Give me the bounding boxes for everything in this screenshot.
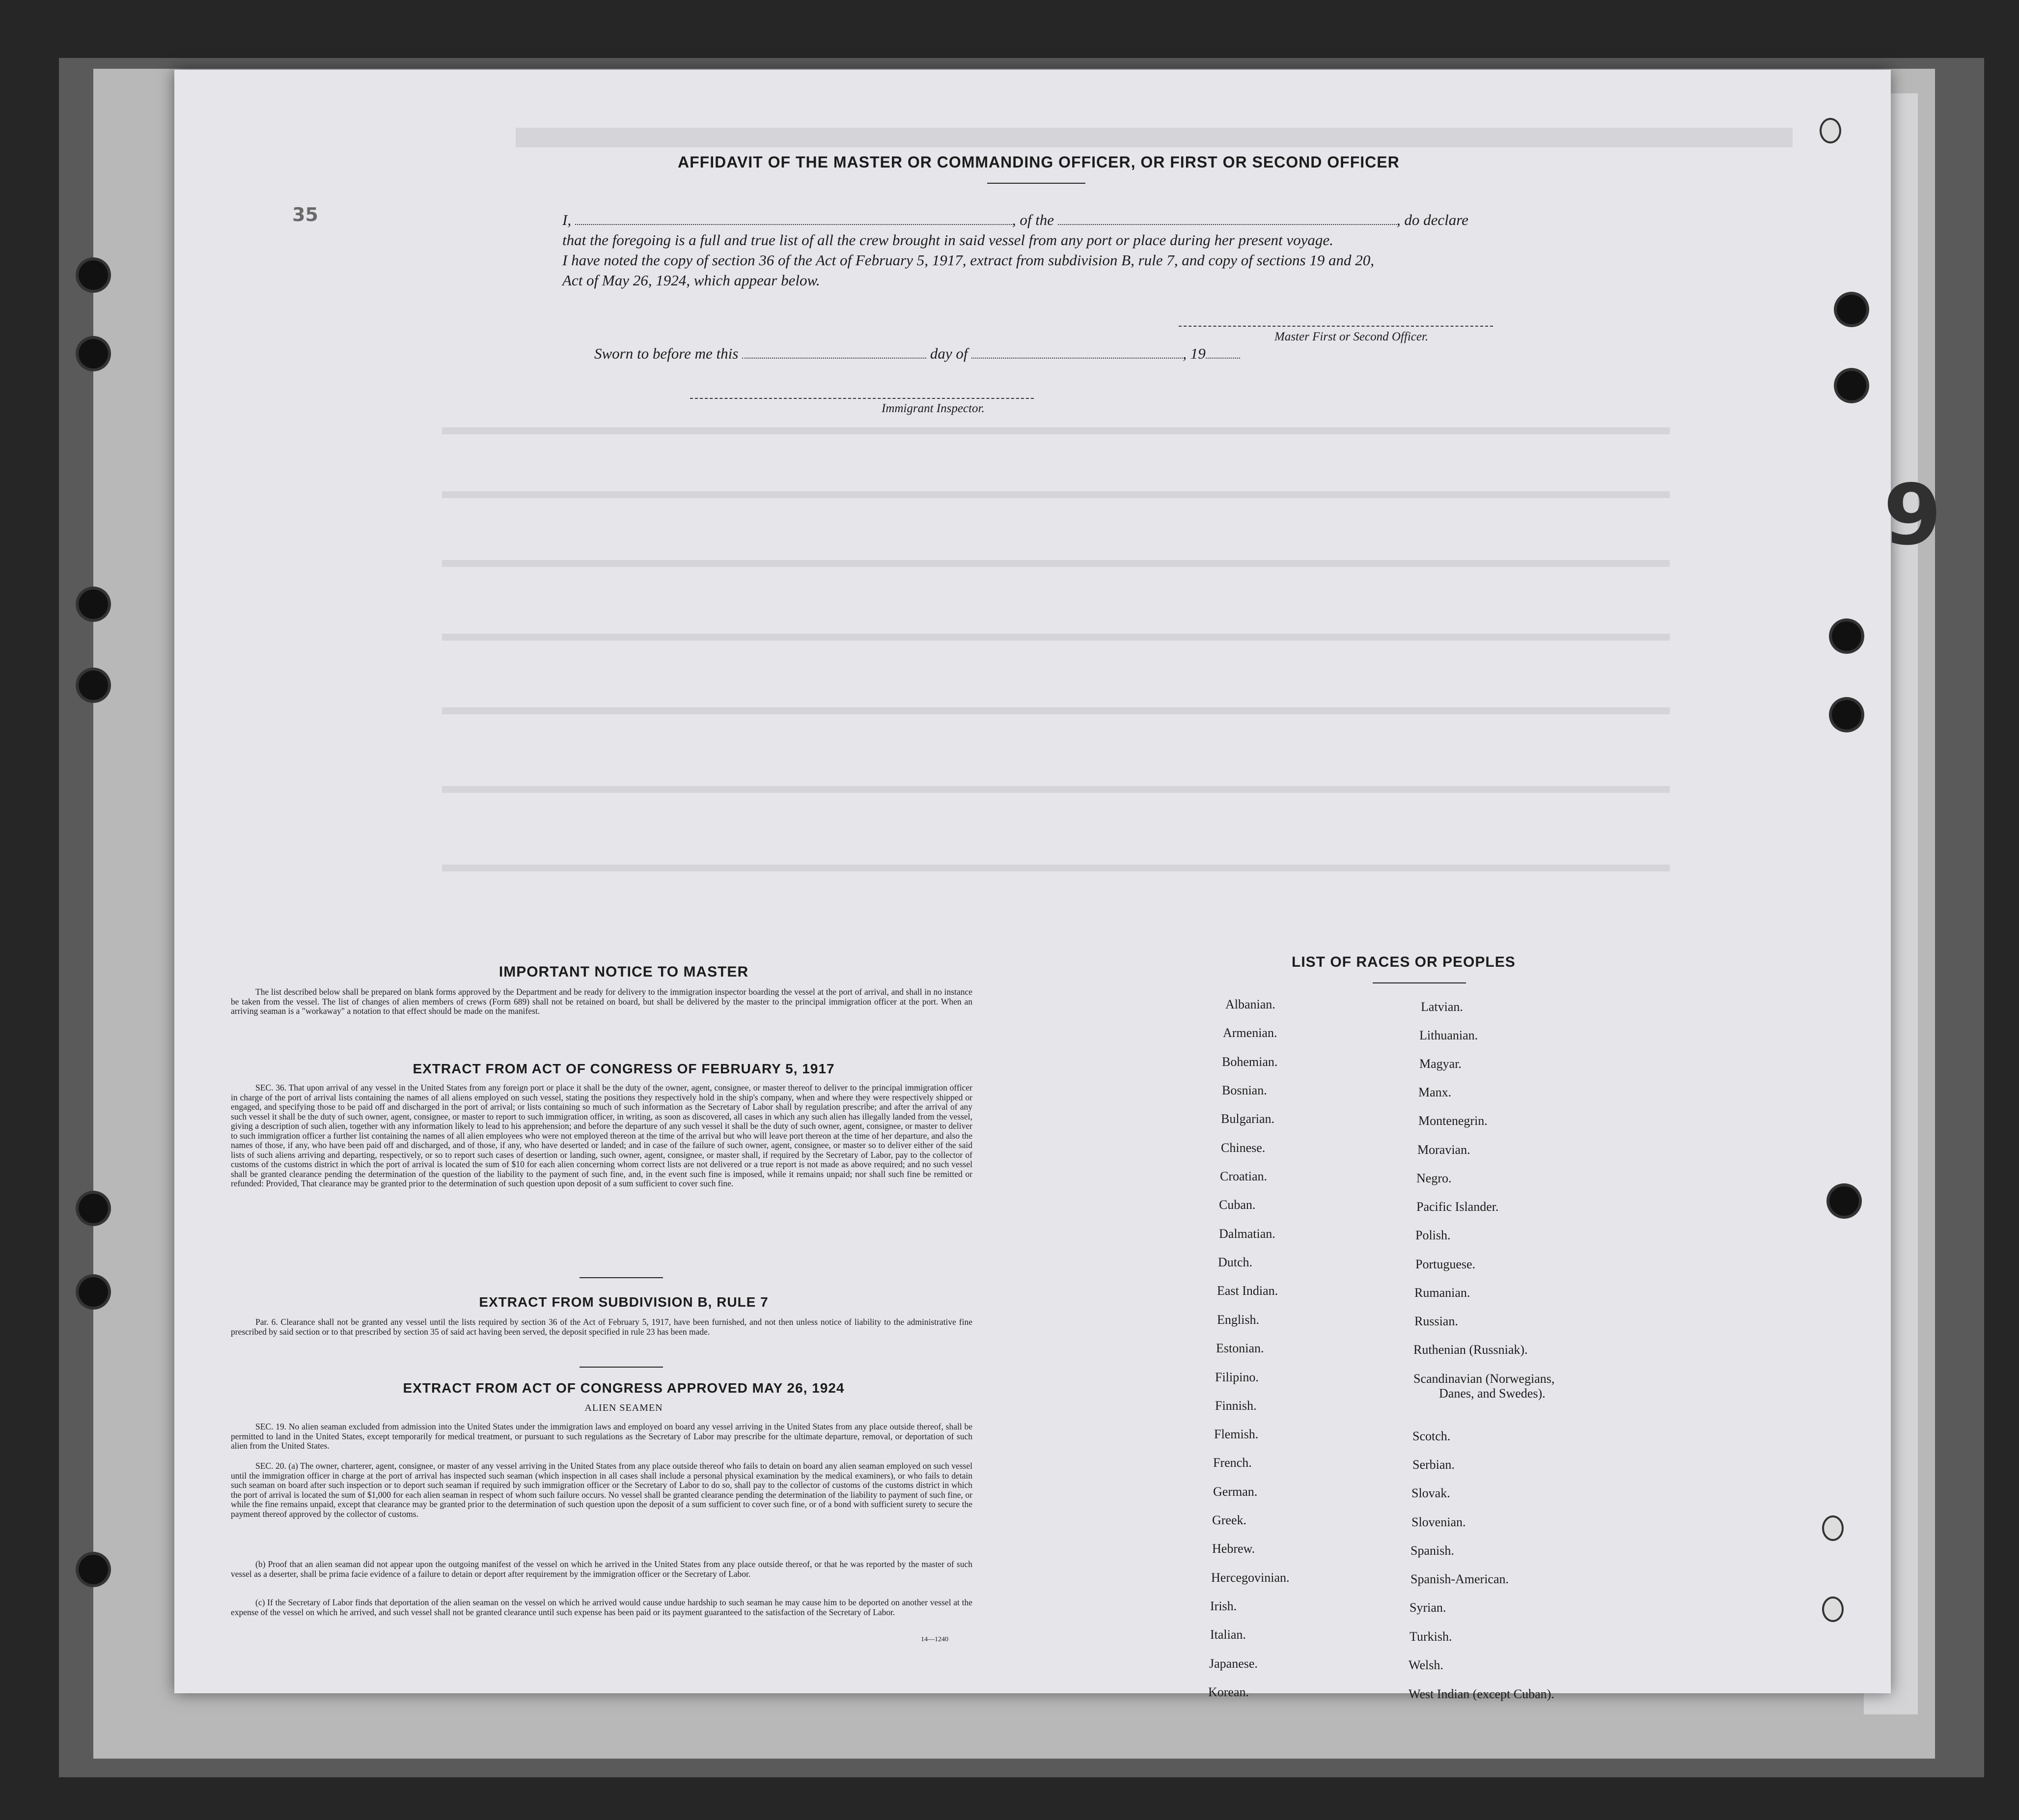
binder-hole — [79, 671, 108, 700]
race-item: Finnish. — [1215, 1399, 1257, 1413]
race-item: Bosnian. — [1222, 1083, 1267, 1097]
notice-title: IMPORTANT NOTICE TO MASTER — [498, 964, 749, 980]
section-divider — [580, 1367, 663, 1368]
bleed-through-row — [442, 865, 1670, 871]
bleed-through-row — [442, 634, 1670, 641]
race-item: Pacific Islander. — [1416, 1200, 1499, 1214]
race-item: Montenegrin. — [1418, 1114, 1488, 1128]
binder-hole-reinforced — [1822, 1515, 1844, 1541]
extract-1924-sec20c: (c) If the Secretary of Labor finds that deportation of the alien seaman on the vessel on which he arrived would cause undue hardship to such seaman he may cause him to be deported on another vessel at the expense of the vessel on which he arrived, and such vessel shall not be granted clearance until such expense has been paid or its payment guaranteed to the satisfaction of the Secretary of Labor. — [231, 1597, 972, 1617]
handwritten-page-number: 9 — [1883, 467, 1942, 564]
race-item: Armenian. — [1223, 1026, 1277, 1040]
race-item: Moravian. — [1417, 1143, 1470, 1157]
race-item: Serbian. — [1412, 1457, 1455, 1472]
race-item: Estonian. — [1216, 1341, 1264, 1355]
race-item: Albanian. — [1225, 997, 1275, 1011]
affidavit-i: I, — [562, 211, 572, 228]
race-item: Lithuanian. — [1419, 1028, 1478, 1042]
sworn-year-blank[interactable] — [1206, 347, 1240, 359]
inspector-signature-line[interactable] — [690, 398, 1034, 399]
sworn-year-prefix: , 19 — [1183, 345, 1206, 362]
extract-1924-title: EXTRACT FROM ACT OF CONGRESS APPROVED MAY 26, 1924 — [403, 1380, 845, 1396]
affidavit-line-3: I have noted the copy of section 36 of the Act of February 5, 1917, extract from subdivision B, rule 7, and copy of sections 19 and 20, — [562, 252, 1375, 269]
master-signature-label: Master First or Second Officer. — [1274, 330, 1429, 343]
bleed-through-row — [442, 427, 1670, 434]
binder-hole — [1832, 621, 1861, 651]
vessel-blank[interactable] — [1058, 213, 1397, 225]
bleed-through-row — [442, 707, 1670, 714]
name-blank[interactable] — [575, 213, 1012, 225]
binder-hole — [79, 339, 108, 368]
race-item: Dutch. — [1218, 1255, 1253, 1269]
race-item: German. — [1213, 1484, 1258, 1499]
extract-1924-sec20b: (b) Proof that an alien seaman did not appear upon the outgoing manifest of the vessel on which he arrived in the United States from any place outside thereof, or that he was reported by the master of such vessel as a deserter, shall be prima facie evidence of a failure to detain or deport after requirement by the immigration officer or the Secretary of Labor. — [231, 1559, 972, 1579]
binder-hole-reinforced — [1820, 118, 1841, 143]
extract-rule7-title: EXTRACT FROM SUBDIVISION B, RULE 7 — [479, 1294, 769, 1310]
extract-1917-title: EXTRACT FROM ACT OF CONGRESS OF FEBRUARY 5, 1917 — [413, 1061, 835, 1076]
binder-hole — [79, 1194, 108, 1223]
race-item: Irish. — [1210, 1599, 1237, 1613]
race-item: East Indian. — [1217, 1284, 1278, 1298]
race-item: Negro. — [1416, 1171, 1452, 1185]
binder-hole — [79, 589, 108, 619]
race-item: Latvian. — [1421, 1000, 1463, 1014]
inspector-signature-label: Immigrant Inspector. — [882, 402, 985, 415]
faint-page-mark: 35 — [292, 204, 318, 225]
sworn-month-blank[interactable] — [971, 347, 1183, 359]
race-item: Hebrew. — [1212, 1541, 1255, 1556]
affidavit-declare: , do declare — [1396, 211, 1468, 228]
race-item: West Indian (except Cuban). — [1409, 1687, 1554, 1701]
sworn-prefix: Sworn to before me this — [594, 345, 739, 362]
race-item: Japanese. — [1209, 1656, 1258, 1671]
bleed-through-row — [442, 491, 1670, 498]
race-item: Filipino. — [1215, 1370, 1259, 1384]
sworn-line — [594, 345, 1240, 363]
affidavit-line-1 — [562, 211, 1468, 229]
extract-1924-subtitle: ALIEN SEAMEN — [584, 1402, 663, 1413]
race-item: Italian. — [1210, 1627, 1246, 1642]
race-item: Welsh. — [1409, 1658, 1443, 1672]
race-item: Flemish. — [1214, 1427, 1259, 1441]
race-item: Russian. — [1414, 1314, 1458, 1328]
sworn-day-blank[interactable] — [742, 347, 926, 359]
extract-rule7-text: Par. 6. Clearance shall not be granted any vessel until the lists required by section 36 of the Act of February 5, 1917, have been furnished, and not then unless notice of liability to the administrative fine prescribed by said section or to that prescribed by section 35 of said act having been served, the deposit specified in rule 23 has been made. — [231, 1317, 972, 1337]
race-item: Spanish-American. — [1411, 1572, 1509, 1586]
race-item: Magyar. — [1419, 1057, 1462, 1071]
race-item: Scotch. — [1412, 1429, 1451, 1443]
affidavit-line-2: that the foregoing is a full and true list of all the crew brought in said vessel from any port or place during her present voyage. — [562, 231, 1333, 249]
race-item: Bohemian. — [1222, 1055, 1278, 1069]
title-divider — [987, 183, 1085, 184]
extract-1917-text: SEC. 36. That upon arrival of any vessel in the United States from any foreign port or place it shall be the duty of the owner, agent, consignee, or master thereof to deliver to the principal immigration officer in charge of the port of arrival lists containing the names of all aliens employed on such vessel, stating the positions they respectively hold in the ship's company, when and where they were respectively shipped or engaged, and specifying those to be paid off and discharged in the port of arrival; or lists containing so much of such information as the Secretary of Labor shall by regulation prescribe; and after the arrival of any such vessel it shall be the duty of such owner, agent, consignee, or master to report to such immigration officer, in writing, as soon as discovered, all cases in which any such alien has illegally landed from the vessel, giving a description of such alien, together with any information likely to lead to his apprehension; and before the departure of any such vessel it shall be the duty of such owner, agent, consignee, or master to deliver to such immigration officer a further list containing the names of all alien employees who were not employed thereon at the time of the arrival but who will leave port thereon at the time of her departure, and also the names of those, if any, who have been paid off and discharged, and of those, if any, who have deserted or landed; and in case of the failure of such owner, agent, consignee, or master so to deliver either of the said lists of such aliens arriving and departing, respectively, or so to report such cases of desertion or landing, such owner, agent, consignee, or master shall, if required by the Secretary of Labor, pay to the collector of customs of the customs district in which the port of arrival is located the sum of $10 for each alien concerning whom correct lists are not delivered or a true report is not made as above required; and no such vessel shall be granted clearance pending the determination of the question of the liability to the payment of such fine, and, in the event such fine is imposed, while it remains unpaid; nor shall such fine be remitted or refunded: Provided, That clearance may be granted prior to the determination of such question upon deposit of a sum sufficient to cover such fine. — [231, 1083, 972, 1188]
notice-text: The list described below shall be prepared on blank forms approved by the Department and be ready for delivery to the immigration inspector boarding the vessel at the port of arrival, and shall in no instance be taken from the vessel. The list of changes of alien members of crews (Form 689) shall not be retained on board, but shall be delivered by the master to the principal immigration officer at the port. When an arriving seaman is a "workaway" a notation to that effect should be made on the manifest. — [231, 987, 972, 1016]
race-item: Danes, and Swedes). — [1439, 1386, 1546, 1400]
affidavit-of-the: , of the — [1012, 211, 1054, 228]
bleed-through-row — [442, 786, 1670, 793]
binder-hole — [1837, 371, 1866, 400]
binder-hole-reinforced — [1822, 1596, 1844, 1622]
race-item: Slovak. — [1411, 1486, 1450, 1500]
master-signature-line[interactable] — [1179, 326, 1493, 327]
binder-hole — [79, 1277, 108, 1307]
race-item: Bulgarian. — [1221, 1112, 1275, 1126]
binder-hole — [79, 1555, 108, 1584]
extract-1924-sec20a: SEC. 20. (a) The owner, charterer, agent, consignee, or master of any vessel arriving in the United States from any place outside thereof who fails to detain on board any alien seaman employed on such vessel until the immigration officer in charge at the port of arrival has inspected such seaman (which inspection in all cases shall include a personal physical examination by the medical examiners), or who fails to detain such seaman on board after such inspection or to deport such seaman if required by such immigration officer or the Secretary of Labor to do so, shall pay to the collector of customs of the customs district in which the port of arrival is located the sum of $1,000 for each alien seaman in respect of whom such failure occurs. No vessel shall be granted clearance pending the determination of the liability to payment of such fine, or while the fine remains unpaid, except that clearance may be granted prior to the determination of such question upon the deposit of a sum sufficient to cover such fine, or of a bond with sufficient surety to secure the payment thereof approved by the collector of customs. — [231, 1461, 972, 1519]
section-divider — [580, 1277, 663, 1278]
bleed-through-heading — [516, 128, 1793, 147]
race-item: Syrian. — [1410, 1600, 1446, 1615]
extract-1924-sec19: SEC. 19. No alien seaman excluded from admission into the United States under the immigration laws and employed on board any vessel arriving in the United States from any place outside thereof, shall be permitted to land in the United States, except temporarily for medical treatment, or pursuant to such regulations as the Secretary of Labor may prescribe for the ultimate departure, removal, or deportation of such alien from the United States. — [231, 1422, 972, 1451]
race-item: Greek. — [1212, 1513, 1247, 1527]
form-number: 14—1240 — [921, 1636, 948, 1643]
race-item: French. — [1213, 1456, 1252, 1470]
race-item: Manx. — [1418, 1085, 1452, 1099]
race-item: Chinese. — [1221, 1141, 1266, 1155]
race-item: Scandinavian (Norwegians, — [1413, 1372, 1555, 1386]
race-item: Slovenian. — [1411, 1515, 1466, 1529]
race-item: Cuban. — [1219, 1198, 1256, 1212]
binder-hole — [1829, 1186, 1859, 1216]
races-divider — [1373, 982, 1466, 983]
race-item: Spanish. — [1411, 1543, 1454, 1558]
affidavit-title: AFFIDAVIT OF THE MASTER OR COMMANDING OFFICER, OR FIRST OR SECOND OFFICER — [678, 153, 1400, 171]
race-item: Croatian. — [1220, 1169, 1268, 1183]
race-item: Hercegovinian. — [1211, 1570, 1290, 1585]
race-item: Rumanian. — [1414, 1286, 1470, 1300]
binder-hole — [1832, 700, 1861, 729]
race-item: Turkish. — [1410, 1629, 1452, 1644]
bleed-through-row — [442, 560, 1670, 567]
race-item: Polish. — [1415, 1228, 1451, 1242]
race-item: Portuguese. — [1415, 1257, 1476, 1271]
race-item: English. — [1217, 1313, 1259, 1327]
race-item: Dalmatian. — [1219, 1227, 1275, 1241]
race-item: Korean. — [1208, 1685, 1249, 1699]
race-item: Ruthenian (Russniak). — [1413, 1343, 1528, 1357]
races-title: LIST OF RACES OR PEOPLES — [1292, 954, 1516, 970]
binder-hole — [79, 260, 108, 290]
affidavit-line-4: Act of May 26, 1924, which appear below. — [562, 272, 820, 289]
sworn-day-of: day of — [930, 345, 968, 362]
binder-hole — [1837, 295, 1866, 324]
